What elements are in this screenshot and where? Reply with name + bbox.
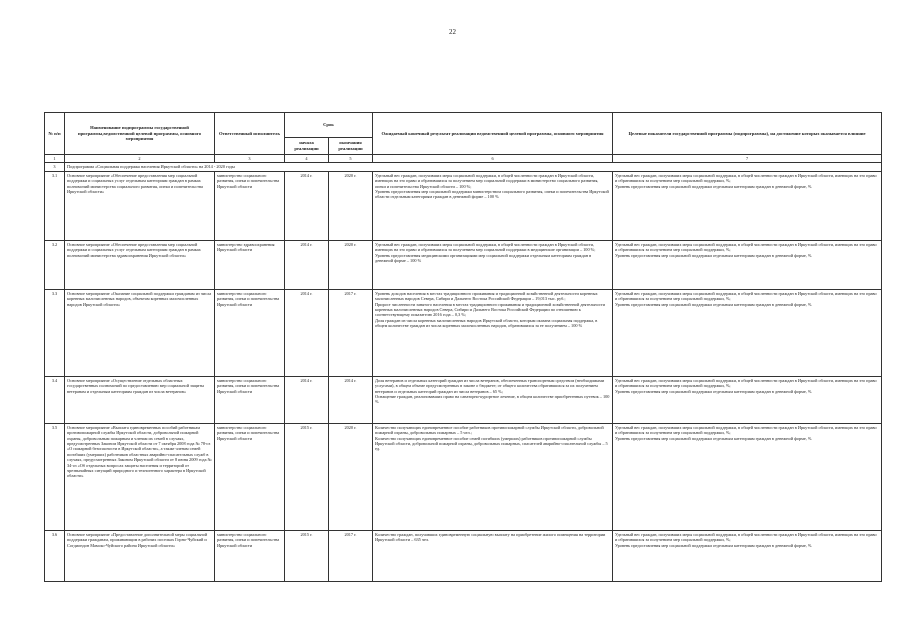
row-num: 3.1 bbox=[45, 171, 65, 240]
row-indicators: Удельный вес граждан, получивших меры социальной поддержки, в общей численности граждан в Иркутской области, имеющих на это право и обратившихся за получением мер социальной поддержки, %; Уровень предоставления мер социальной поддержки отдельным категориям граждан в денежной форме, % bbox=[613, 171, 882, 240]
column-number: 6 bbox=[373, 155, 613, 163]
column-number: 5 bbox=[329, 155, 373, 163]
section-row bbox=[45, 163, 882, 171]
row-result: Удельный вес граждан, получивших меры социальной поддержки, в общей численности граждан в Иркутской области, имеющих на это право и обратившихся за получением мер социальной поддержки в медицинские организации – 100 %; Уровень предоставления медицинскими организациями мер социальной поддержки отдельным категориям граждан в денежной форме – 100 % bbox=[373, 240, 613, 289]
row-end: 2020 г. bbox=[329, 423, 373, 530]
row-start: 2014 г. bbox=[285, 289, 329, 376]
section-num: 3 bbox=[45, 163, 65, 171]
row-indicators: Удельный вес граждан, получивших меры социальной поддержки, в общей численности граждан в Иркутской области, имеющих на это право и обратившихся за получением мер социальной поддержки, %; Уровень предоставления мер социальной поддержки отдельным категориям граждан в денежной форме, % bbox=[613, 240, 882, 289]
table-row bbox=[45, 289, 882, 376]
row-start: 2014 г. bbox=[285, 376, 329, 423]
row-executor: министерство социального развития, опеки и попечительства Иркутской области bbox=[215, 530, 285, 581]
row-executor: министерство социального развития, опеки и попечительства Иркутской области bbox=[215, 289, 285, 376]
header-term-start: начала реализации bbox=[285, 138, 329, 155]
column-number: 2 bbox=[65, 155, 215, 163]
row-end: 2017 г. bbox=[329, 530, 373, 581]
header-term: Срок bbox=[285, 113, 373, 138]
row-name: Основное мероприятие «Обеспечение предоставления мер социальной поддержки и социальных услуг отдельным категориям граждан в рамках полномочий министерства социального развития, опеки и попечительства Иркутской области» bbox=[65, 171, 215, 240]
row-end: 2017 г. bbox=[329, 289, 373, 376]
table-row bbox=[45, 376, 882, 423]
column-number: 3 bbox=[215, 155, 285, 163]
row-end: 2020 г. bbox=[329, 171, 373, 240]
row-start: 2014 г. bbox=[285, 171, 329, 240]
header-num: № п/п bbox=[45, 113, 65, 155]
table-row bbox=[45, 240, 882, 289]
table-row bbox=[45, 530, 882, 581]
row-end: 2020 г. bbox=[329, 240, 373, 289]
row-name: Основное мероприятие «Осуществление отдельных областных государственных полномочий по предоставлению мер социальной защиты ветеранам и отдельным категориям граждан из числа ветеранов» bbox=[65, 376, 215, 423]
row-indicators: Удельный вес граждан, получивших меры социальной поддержки, в общей численности граждан в Иркутской области, имеющих на это право и обратившихся за получением мер социальной поддержки, %; Уровень предоставления мер социальной поддержки отдельным категориям граждан в денежной форме, % bbox=[613, 376, 882, 423]
row-indicators: Удельный вес граждан, получивших меры социальной поддержки, в общей численности граждан в Иркутской области, имеющих на это право и обратившихся за получением мер социальной поддержки, %; Уровень предоставления мер социальной поддержки отдельным категориям граждан в денежной форме, % bbox=[613, 289, 882, 376]
header-result: Ожидаемый конечный результат реализации ведомственной целевой программы, основного мероприятия bbox=[373, 113, 613, 155]
row-start: 2015 г. bbox=[285, 530, 329, 581]
row-executor: министерство социального развития, опеки и попечительства Иркутской области bbox=[215, 423, 285, 530]
row-executor: министерство социального развития, опеки и попечительства Иркутской области bbox=[215, 171, 285, 240]
header-name: Наименование подпрограммы государственной программы,ведомственной целевой программы, основного мероприятия bbox=[65, 113, 215, 155]
page-number: 22 bbox=[449, 28, 456, 36]
column-number: 7 bbox=[613, 155, 882, 163]
row-indicators: Удельный вес граждан, получивших меры социальной поддержки, в общей численности граждан в Иркутской области, имеющих на это право и обратившихся за получением мер социальной поддержки, %; Уровень предоставления мер социальной поддержки отдельным категориям граждан в денежной форме, % bbox=[613, 423, 882, 530]
table-row bbox=[45, 171, 882, 240]
row-result: Удельный вес граждан, получивших меры социальной поддержки, в общей численности граждан в Иркутской области, имеющих на это право и обратившихся за получением мер социальной поддержки в министерство социального развития, опеки и попечительства Иркутской области – 100 %; Уровень предоставления мер социальной поддержки министерством социального развития, опеки и попечительства Иркутской области отдельным категориям граждан в денежной форме – 100 % bbox=[373, 171, 613, 240]
row-name: Основное мероприятие «Выплата единовременных пособий работникам противопожарной службы Иркутской области, добровольной пожарной охраны, добровольным пожарным и членам их семей в случаях, предусмотренных Законом Иркутской области от 7 октября 2008 года № 78-оз «О пожарной безопасности в Иркутской области», а также членам семей погибших (умерших) работников областных аварийно-спасательных служб в случаях, предусмотренных Законом Иркутской области от 8 июня 2009 года № 34-оз «Об отдельных вопросах защиты населения и территорий от чрезвычайных ситуаций природного и техногенного характера в Иркутской области» bbox=[65, 423, 215, 530]
row-result: Доля ветеранов и отдельных категорий граждан из числа ветеранов, обеспеченных транспортным средством (необходимыми услугами), в общем объеме предусмотренных в законе о бюджете; от общего количества обратившихся за их получением ветеранов и отдельных категорий граждан из числа ветеранов – 65 %; Оснащение граждан, реализовавших право на санаторно-курортное лечение, в общем количестве приобретенных путевок – 100 % bbox=[373, 376, 613, 423]
row-num: 3.5 bbox=[45, 423, 65, 530]
row-result: Количество граждан, получивших единовременную социальную выплату на приобретение жилого помещения на территории Иркутской области – 635 чел. bbox=[373, 530, 613, 581]
row-num: 3.4 bbox=[45, 376, 65, 423]
header-executor: Ответственный исполнитель bbox=[215, 113, 285, 155]
row-num: 3.3 bbox=[45, 289, 65, 376]
row-result: Количество получающих единовременное пособие работников противопожарной службы Иркутской области, добровольной пожарной охраны, добровольных пожарных – 5 чел.; Количество получающих единовременное пособие семей погибших (умерших) работников противопожарной службы Иркутской области, добровольной пожарной охраны, добровольных пожарных, спасателей аварийно-спасательной службы – 5 ед. bbox=[373, 423, 613, 530]
section-title: Подпрограмма «Социальная поддержка населения Иркутской области» на 2014 - 2020 годы bbox=[65, 163, 882, 171]
row-start: 2014 г. bbox=[285, 240, 329, 289]
row-num: 3.2 bbox=[45, 240, 65, 289]
column-number: 1 bbox=[45, 155, 65, 163]
column-numbers-row bbox=[45, 155, 882, 163]
row-result: Уровень доходов населения в местах традиционного проживания и традиционной хозяйственной деятельности коренных малочисленных народов Севера, Сибири и Дальнего Востока Российской Федерации – 19,013 тыс. руб.; Прирост численности занятого населения в местах традиционного проживания и традиционной хозяйственной деятельности коренных малочисленных народов Севера, Сибири и Дальнего Востока Российской Федерации по отношению к соответствующему показателю 2016 года – 0,3 %; Доля граждан из числа коренных малочисленных народов Иркутской области, которым оказана социальная поддержка, в общем количестве граждан из числа коренных малочисленных народов, обратившихся за ее получением – 100 % bbox=[373, 289, 613, 376]
program-table bbox=[44, 112, 882, 582]
row-name: Основное мероприятие «Оказание социальной поддержки гражданам из числа коренных малочисленных народов, объектам коренных малочисленных народов Иркутской области» bbox=[65, 289, 215, 376]
row-start: 2015 г. bbox=[285, 423, 329, 530]
table-row bbox=[45, 423, 882, 530]
column-number: 4 bbox=[285, 155, 329, 163]
row-name: Основное мероприятие «Обеспечение предоставления мер социальной поддержки и социальных услуг отдельным категориям граждан в рамках полномочий министерства здравоохранения Иркутской области» bbox=[65, 240, 215, 289]
row-indicators: Удельный вес граждан, получивших меры социальной поддержки, в общей численности граждан в Иркутской области, имеющих на это право и обратившихся за получением мер социальной поддержки, %; Уровень предоставления мер социальной поддержки отдельным категориям граждан в денежной форме, % bbox=[613, 530, 882, 581]
header-indicators: Целевые показатели государственной программы (подпрограммы), на достижение которых оказывается влияние bbox=[613, 113, 882, 155]
header-term-end: окончания реализации bbox=[329, 138, 373, 155]
row-executor: министерство социального развития, опеки и попечительства Иркутской области bbox=[215, 376, 285, 423]
row-num: 3.6 bbox=[45, 530, 65, 581]
row-name: Основное мероприятие «Предоставление дополнительной меры социальной поддержки гражданам, проживающим в рабочих поселках Горно-Чуйский и Согдиондон Мамско-Чуйского района Иркутской области» bbox=[65, 530, 215, 581]
row-end: 2014 г. bbox=[329, 376, 373, 423]
row-executor: министерство здравоохранения Иркутской области bbox=[215, 240, 285, 289]
